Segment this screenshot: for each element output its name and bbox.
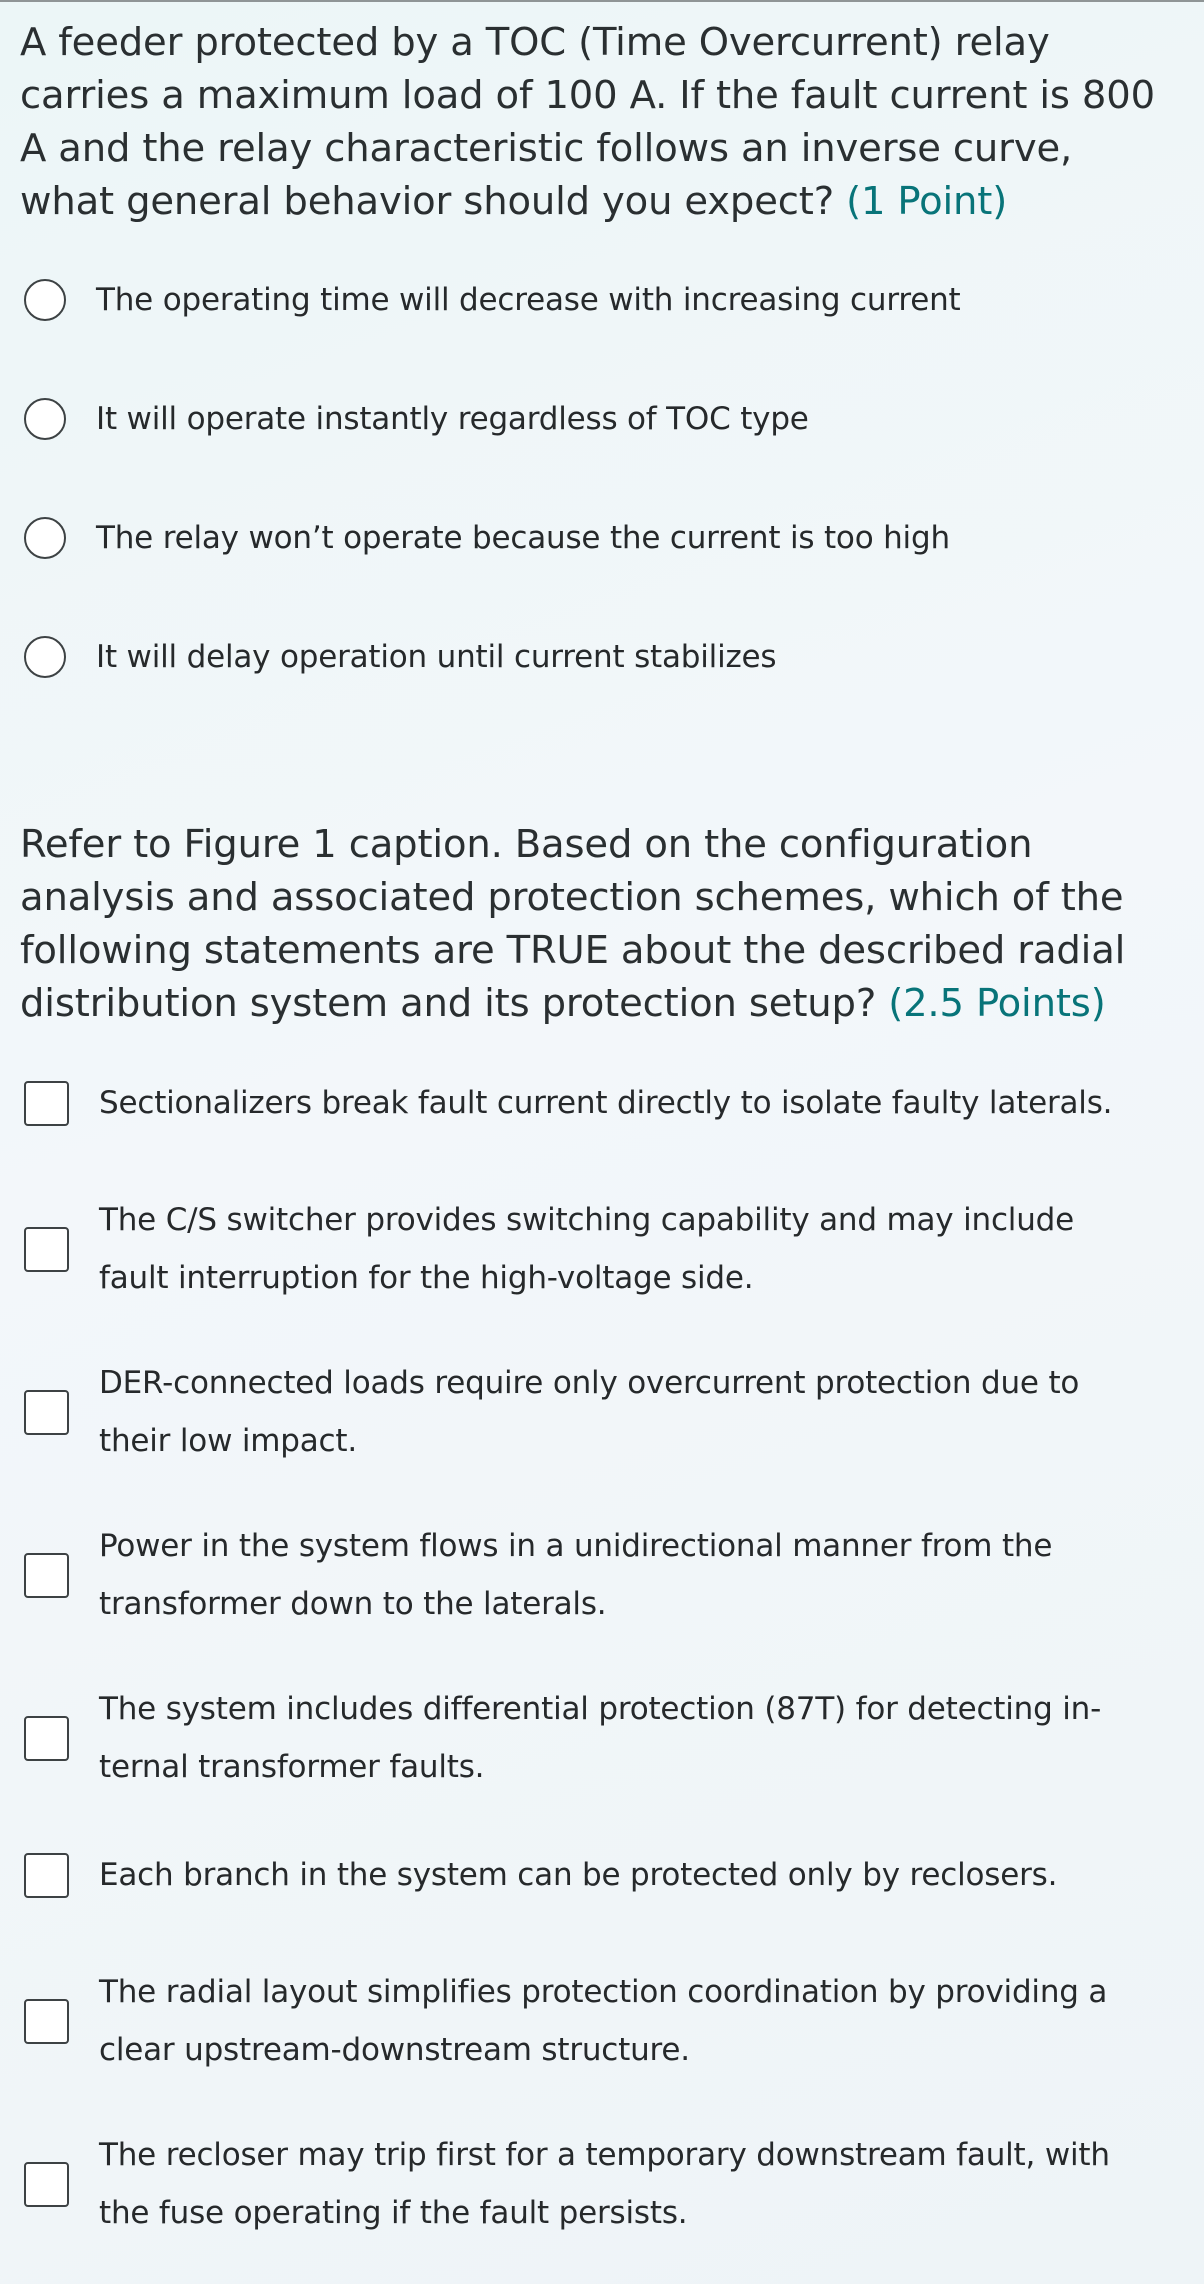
q2-option-7[interactable] xyxy=(24,1963,1174,2079)
q1-option-1[interactable] xyxy=(24,271,1174,329)
question-2-points: (2.5 Points) xyxy=(888,981,1106,1026)
q2-option-6[interactable] xyxy=(24,1846,1174,1904)
checkbox[interactable] xyxy=(24,1853,69,1898)
radio-button[interactable] xyxy=(24,398,66,440)
radio-button[interactable] xyxy=(24,279,66,321)
q2-option-4-label: Power in the system flows in a unidirectional manner from the transformer down to the laterals. xyxy=(99,1528,1053,1622)
radio-button[interactable] xyxy=(24,517,66,559)
q2-option-4[interactable] xyxy=(24,1517,1174,1633)
q1-option-2-label: It will operate instantly regardless of TOC type xyxy=(96,401,809,437)
q1-option-4[interactable] xyxy=(24,628,1174,686)
question-1-text xyxy=(20,16,1170,228)
q2-option-7-label: The radial layout simplifies protection coordination by providing a clear upstream-downstream structure. xyxy=(99,1974,1108,2068)
checkbox[interactable] xyxy=(24,1999,69,2044)
q2-option-5[interactable] xyxy=(24,1680,1174,1796)
checkbox[interactable] xyxy=(24,1081,69,1126)
checkbox[interactable] xyxy=(24,1390,69,1435)
q1-option-3[interactable] xyxy=(24,509,1174,567)
question-1 xyxy=(20,16,1170,228)
q1-option-2[interactable] xyxy=(24,390,1174,448)
q2-option-2-label: The C/S switcher provides switching capability and may include fault interruption for the high-voltage side. xyxy=(99,1202,1075,1296)
question-2-text xyxy=(20,818,1170,1030)
q1-option-4-label: It will delay operation until current stabilizes xyxy=(96,639,777,675)
q2-option-5-label: The system includes differential protection (87T) for detecting in-ternal transformer faults. xyxy=(99,1691,1102,1785)
q2-option-8[interactable] xyxy=(24,2126,1174,2242)
q1-option-3-label: The relay won’t operate because the current is too high xyxy=(96,520,950,556)
question-1-body: A feeder protected by a TOC (Time Overcurrent) relay carries a maximum load of 100 A. If the fault current is 800 A and the relay characteristic follows an inverse curve, what general behavior should you expect? xyxy=(20,20,1155,224)
top-divider xyxy=(0,0,1204,2)
q2-option-6-label: Each branch in the system can be protected only by reclosers. xyxy=(99,1857,1058,1893)
q2-option-2[interactable] xyxy=(24,1191,1174,1307)
q2-option-3[interactable] xyxy=(24,1354,1174,1470)
q2-option-3-label: DER-connected loads require only overcurrent protection due to their low impact. xyxy=(99,1365,1080,1459)
checkbox[interactable] xyxy=(24,1716,69,1761)
checkbox[interactable] xyxy=(24,1227,69,1272)
checkbox[interactable] xyxy=(24,2162,69,2207)
q1-option-1-label: The operating time will decrease with increasing current xyxy=(96,282,961,318)
checkbox[interactable] xyxy=(24,1553,69,1598)
question-1-points: (1 Point) xyxy=(846,179,1008,224)
q2-option-8-label: The recloser may trip first for a temporary downstream fault, with the fuse operating if the fault persists. xyxy=(99,2137,1110,2231)
q2-option-1[interactable] xyxy=(24,1074,1174,1132)
question-2-body: Refer to Figure 1 caption. Based on the configuration analysis and associated protection schemes, which of the following statements are TRUE about the described radial distribution system and its protection setup? xyxy=(20,822,1126,1026)
radio-button[interactable] xyxy=(24,636,66,678)
q2-option-1-label: Sectionalizers break fault current directly to isolate faulty laterals. xyxy=(99,1085,1113,1121)
question-2 xyxy=(20,818,1170,1030)
